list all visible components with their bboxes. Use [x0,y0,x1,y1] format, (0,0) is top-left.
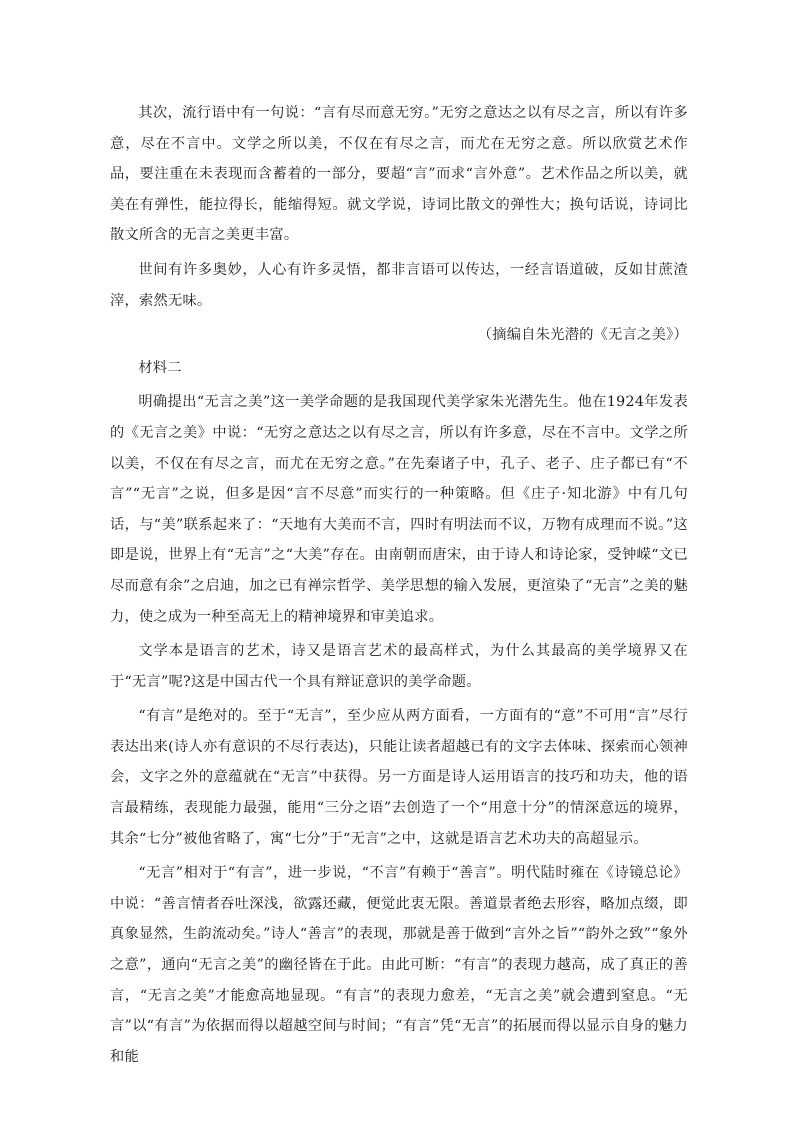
document-page [110,98,688,1072]
paragraph-6: “无言”相对于“有言”，进一步说，“不言”有赖于“善言”。明代陆时雍在《诗镜总论》中说：“善言情者吞吐深浅，欲露还藏，便觉此衷无限。善道景者绝去形容，略加点缀，即真象显然，生韵流动矣。”诗人“善言”的表现，那就是善于做到“言外之旨”“韵外之致”“象外之意”，通向“无言之美”的幽径皆在于此。由此可断：“有言”的表现力越高，成了真正的善言，“无言之美”才能愈高地显现。“有言”的表现力愈差，“无言之美”就会遭到窒息。“无言”以“有言”为依据而得以超越空间与时间；“有言”凭“无言”的拓展而得以显示自身的魅力和能 [110,865,688,1065]
paragraph-5: “有言”是绝对的。至于“无言”，至少应从两方面看，一方面有的“意”不可用“言”尽行表达出来(诗人亦有意识的不尽行表达)，只能让读者超越已有的文字去体味、探索而心领神会，文字之外的意蕴就在“无言”中获得。另一方面是诗人运用语言的技巧和功夫，他的语言最精练，表现能力最强，能用“三分之语”去创造了一个“用意十分”的情深意远的境界，其余“七分”被他省略了，寓“七分”于“无言”之中，这就是语言艺术功夫的高超显示。 [110,708,688,847]
section-heading-material-two: 材料二 [138,359,182,376]
paragraph-1: 其次，流行语中有一句说：“言有尽而意无穷。”无穷之意达之以有尽之言，所以有许多意，尽在不言中。文学之所以美，不仅在有尽之言，而尤在无穷之意。所以欣赏艺术作品，要注重在未表现而含蓄着的一部分，要超“言”而求“言外意”。艺术作品之所以美，就美在有弹性，能拉得长，能缩得短。就文学说，诗词比散文的弹性大；换句话说，诗词比散文所含的无言之美更丰富。 [110,105,688,244]
paragraph-4: 文学本是语言的艺术，诗又是语言艺术的最高样式，为什么其最高的美学境界又在于“无言”呢?这是中国古代一个具有辩证意识的美学命题。 [110,643,688,690]
paragraph-2: 世间有许多奥妙，人心有许多灵悟，都非言语可以传达，一经言语道破，反如甘蔗渣滓，索然无味。 [110,261,688,309]
source-citation: （摘编自朱光潜的《无言之美》） [477,327,688,344]
paragraph-3: 明确提出“无言之美”这一美学命题的是我国现代美学家朱光潜先生。他在1924年发表的《无言之美》中说：“无穷之意达之以有尽之言，所以有许多意，尽在不言中。文学之所以美，不仅在有尽之言，而尤在无穷之意。”在先秦诸子中，孔子、老子、庄子都已有“不言”“无言”之说，但多是因“言不尽意”而实行的一种策略。但《庄子·知北游》中有几句话，与“美”联系起来了：“天地有大美而不言，四时有明法而不议，万物有成理而不说。”这即是说，世界上有“无言”之“大美”存在。由南朝而唐宋，由于诗人和诗论家，受钟嵘“文已尽而意有余”之启迪，加之已有禅宗哲学、美学思想的输入发展，更渲染了“无言”之美的魅力，使之成为一种至高无上的精神境界和审美追求。 [110,394,688,625]
